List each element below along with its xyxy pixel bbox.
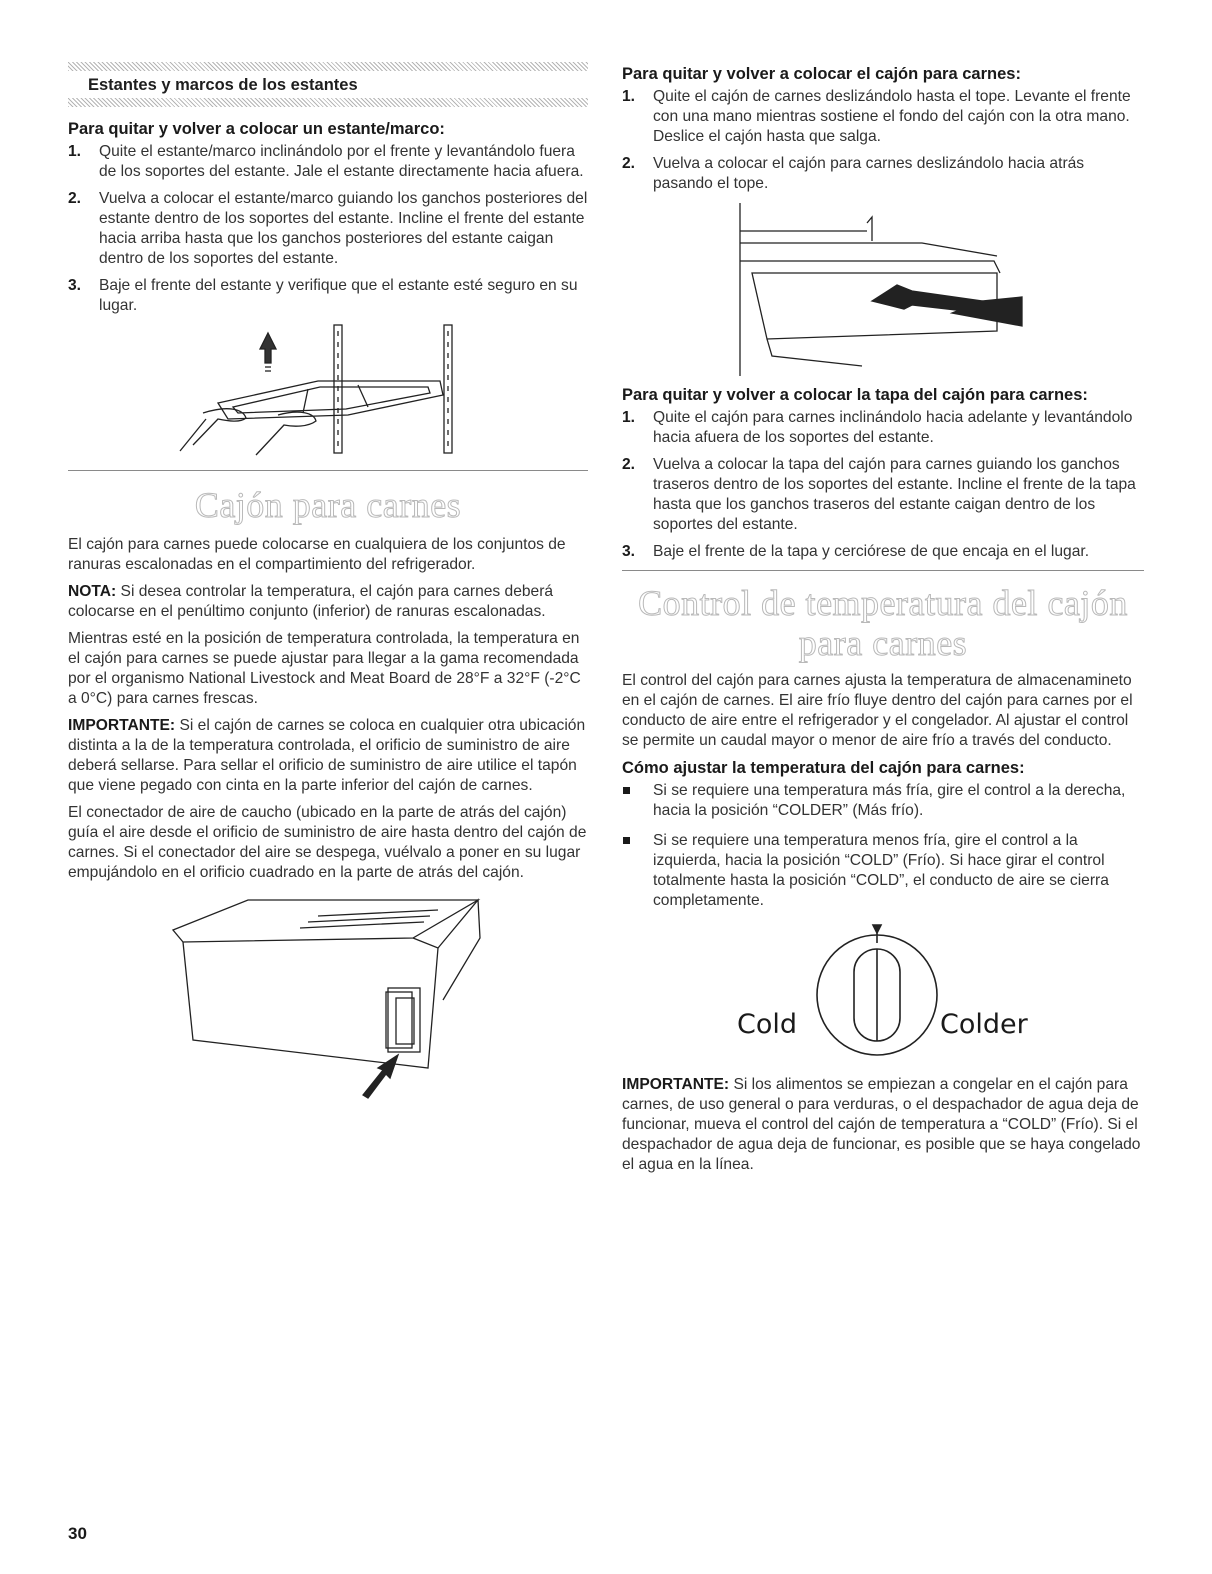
drawer-slide-illustration	[622, 201, 1144, 379]
list-item: 2. Vuelva a colocar el cajón para carnes deslizándolo hacia atrás pasando el tope.	[622, 155, 1085, 192]
bullet-square-icon	[623, 787, 630, 794]
list-item: 1. Quite el cajón para carnes inclinándolo hacia adelante y levantándolo hacia afuera de los soportes del estante.	[622, 409, 1133, 446]
air-connector-illustration	[68, 890, 588, 1105]
importante-paragraph: IMPORTANTE: Si los alimentos se empiezan a congelar en el cajón para carnes, de uso general o para verduras, o el despachador de agua deja de funcionar, mueva el control del cajón de temperatura a “COLD” (Frío). Si el despachador de agua deja de funcionar, es posible que se haya congelado el agua en la línea.	[622, 1076, 1141, 1173]
left-column	[68, 62, 588, 1105]
nota-label: NOTA:	[68, 583, 117, 600]
list-item: 2. Vuelva a colocar el estante/marco guiando los ganchos posteriores del estante dentro de los soportes del estante. Incline el frente del estante hacia arriba hasta que los ganchos posteriores del estante caigan dentro de los soportes del estante.	[68, 190, 588, 267]
dial-colder-label: Colder	[940, 1009, 1028, 1040]
section-heading: Estantes y marcos de los estantes	[88, 76, 358, 94]
importante-label: IMPORTANTE:	[622, 1076, 730, 1093]
list-item: 1. Quite el cajón de carnes deslizándolo hasta el tope. Levante el frente con una mano mientras sostiene el fondo del cajón con la otra mano. Deslice el cajón hasta que salga.	[622, 88, 1131, 145]
right-column	[622, 62, 1144, 1182]
importante-label: IMPORTANTE:	[68, 717, 176, 734]
list-item: Si se requiere una temperatura más fría, gire el control a la derecha, hacia la posición “COLDER” (Más frío).	[622, 781, 1144, 821]
hatch-rule-top	[68, 62, 588, 71]
divider-rule	[622, 570, 1144, 571]
adjust-subheading: Cómo ajustar la temperatura del cajón para carnes:	[622, 759, 1025, 777]
importante-paragraph: IMPORTANTE: Si el cajón de carnes se coloca en cualquier otra ubicación distinta a la de la temperatura controlada, el orificio de suministro de aire deberá sellarse. Para sellar el orificio de suministro de aire utilice el tapón que viene pegado con cinta en la parte inferior del cajón de carnes.	[68, 717, 586, 794]
meat-paragraph: El conectador de aire de caucho (ubicado en la parte de atrás del cajón) guía el aire desde el orificio de suministro de aire hasta dentro del cajón de carnes. Si el conectador del aire se despega, vuélvalo a poner en su lugar empujándolo en el orificio cuadrado en la parte de atrás del cajón.	[68, 804, 587, 881]
shelf-steps	[68, 142, 588, 316]
drawer-subheading: Para quitar y volver a colocar el cajón para carnes:	[622, 65, 1021, 83]
section-header	[68, 62, 588, 107]
cover-steps	[622, 408, 1144, 562]
cover-subheading: Para quitar y volver a colocar la tapa del cajón para carnes:	[622, 386, 1088, 404]
control-paragraph: El control del cajón para carnes ajusta la temperatura de almacenamineto en el cajón de carnes. El aire frío fluye dentro del cajón para carnes por el conducto de aire entre el refrigerador y el congelador. Al ajustar el control se permite un caudal mayor o menor de aire frío a través del conducto.	[622, 672, 1133, 749]
dial-cold-label: Cold	[737, 1009, 798, 1040]
shelf-illustration	[68, 323, 588, 458]
temperature-dial-illustration	[622, 921, 1144, 1071]
control-title: Control de temperatura del cajón para carnes	[638, 583, 1128, 663]
shelf-subheading: Para quitar y volver a colocar un estante/marco:	[68, 120, 445, 138]
meat-drawer-title: Cajón para carnes	[194, 485, 462, 525]
list-item: 1. Quite el estante/marco inclinándolo por el frente y levantándolo fuera de los soportes del estante. Jale el estante directamente hacia afuera.	[68, 143, 584, 180]
adjust-bullets	[622, 781, 1144, 911]
hatch-rule-bottom	[68, 98, 588, 107]
list-item: 3. Baje el frente de la tapa y cerciórese de que encaja en el lugar.	[622, 543, 1090, 560]
list-item: 3. Baje el frente del estante y verifique que el estante esté seguro en su lugar.	[68, 277, 578, 314]
page-number: 30	[68, 1524, 87, 1543]
meat-paragraph: El cajón para carnes puede colocarse en cualquiera de los conjuntos de ranuras escalonadas en el compartimiento del refrigerador.	[68, 536, 566, 573]
meat-paragraph: Mientras esté en la posición de temperatura controlada, la temperatura en el cajón para carnes se puede ajustar para llegar a la gama recomendada por el organismo National Livestock and Meat Board de 28°F a 32°F (-2°C a 0°C) para carnes frescas.	[68, 630, 581, 707]
bullet-square-icon	[623, 837, 630, 844]
list-item: 2. Vuelva a colocar la tapa del cajón para carnes guiando los ganchos traseros dentro de los soportes del estante. Incline el frente de la tapa hasta que los ganchos traseros del estante caigan dentro de los soportes del estante.	[622, 456, 1136, 533]
list-item: Si se requiere una temperatura menos fría, gire el control a la izquierda, hacia la posición “COLD” (Frío). Si hace girar el control totalmente hasta la posición “COLD”, el conducto de aire se cierra completamente.	[622, 831, 1144, 911]
nota-paragraph: NOTA: Si desea controlar la temperatura, el cajón para carnes deberá colocarse en el penúltimo conjunto (inferior) de ranuras escalonadas.	[68, 583, 554, 620]
divider-rule	[68, 470, 588, 471]
drawer-steps	[622, 87, 1144, 194]
